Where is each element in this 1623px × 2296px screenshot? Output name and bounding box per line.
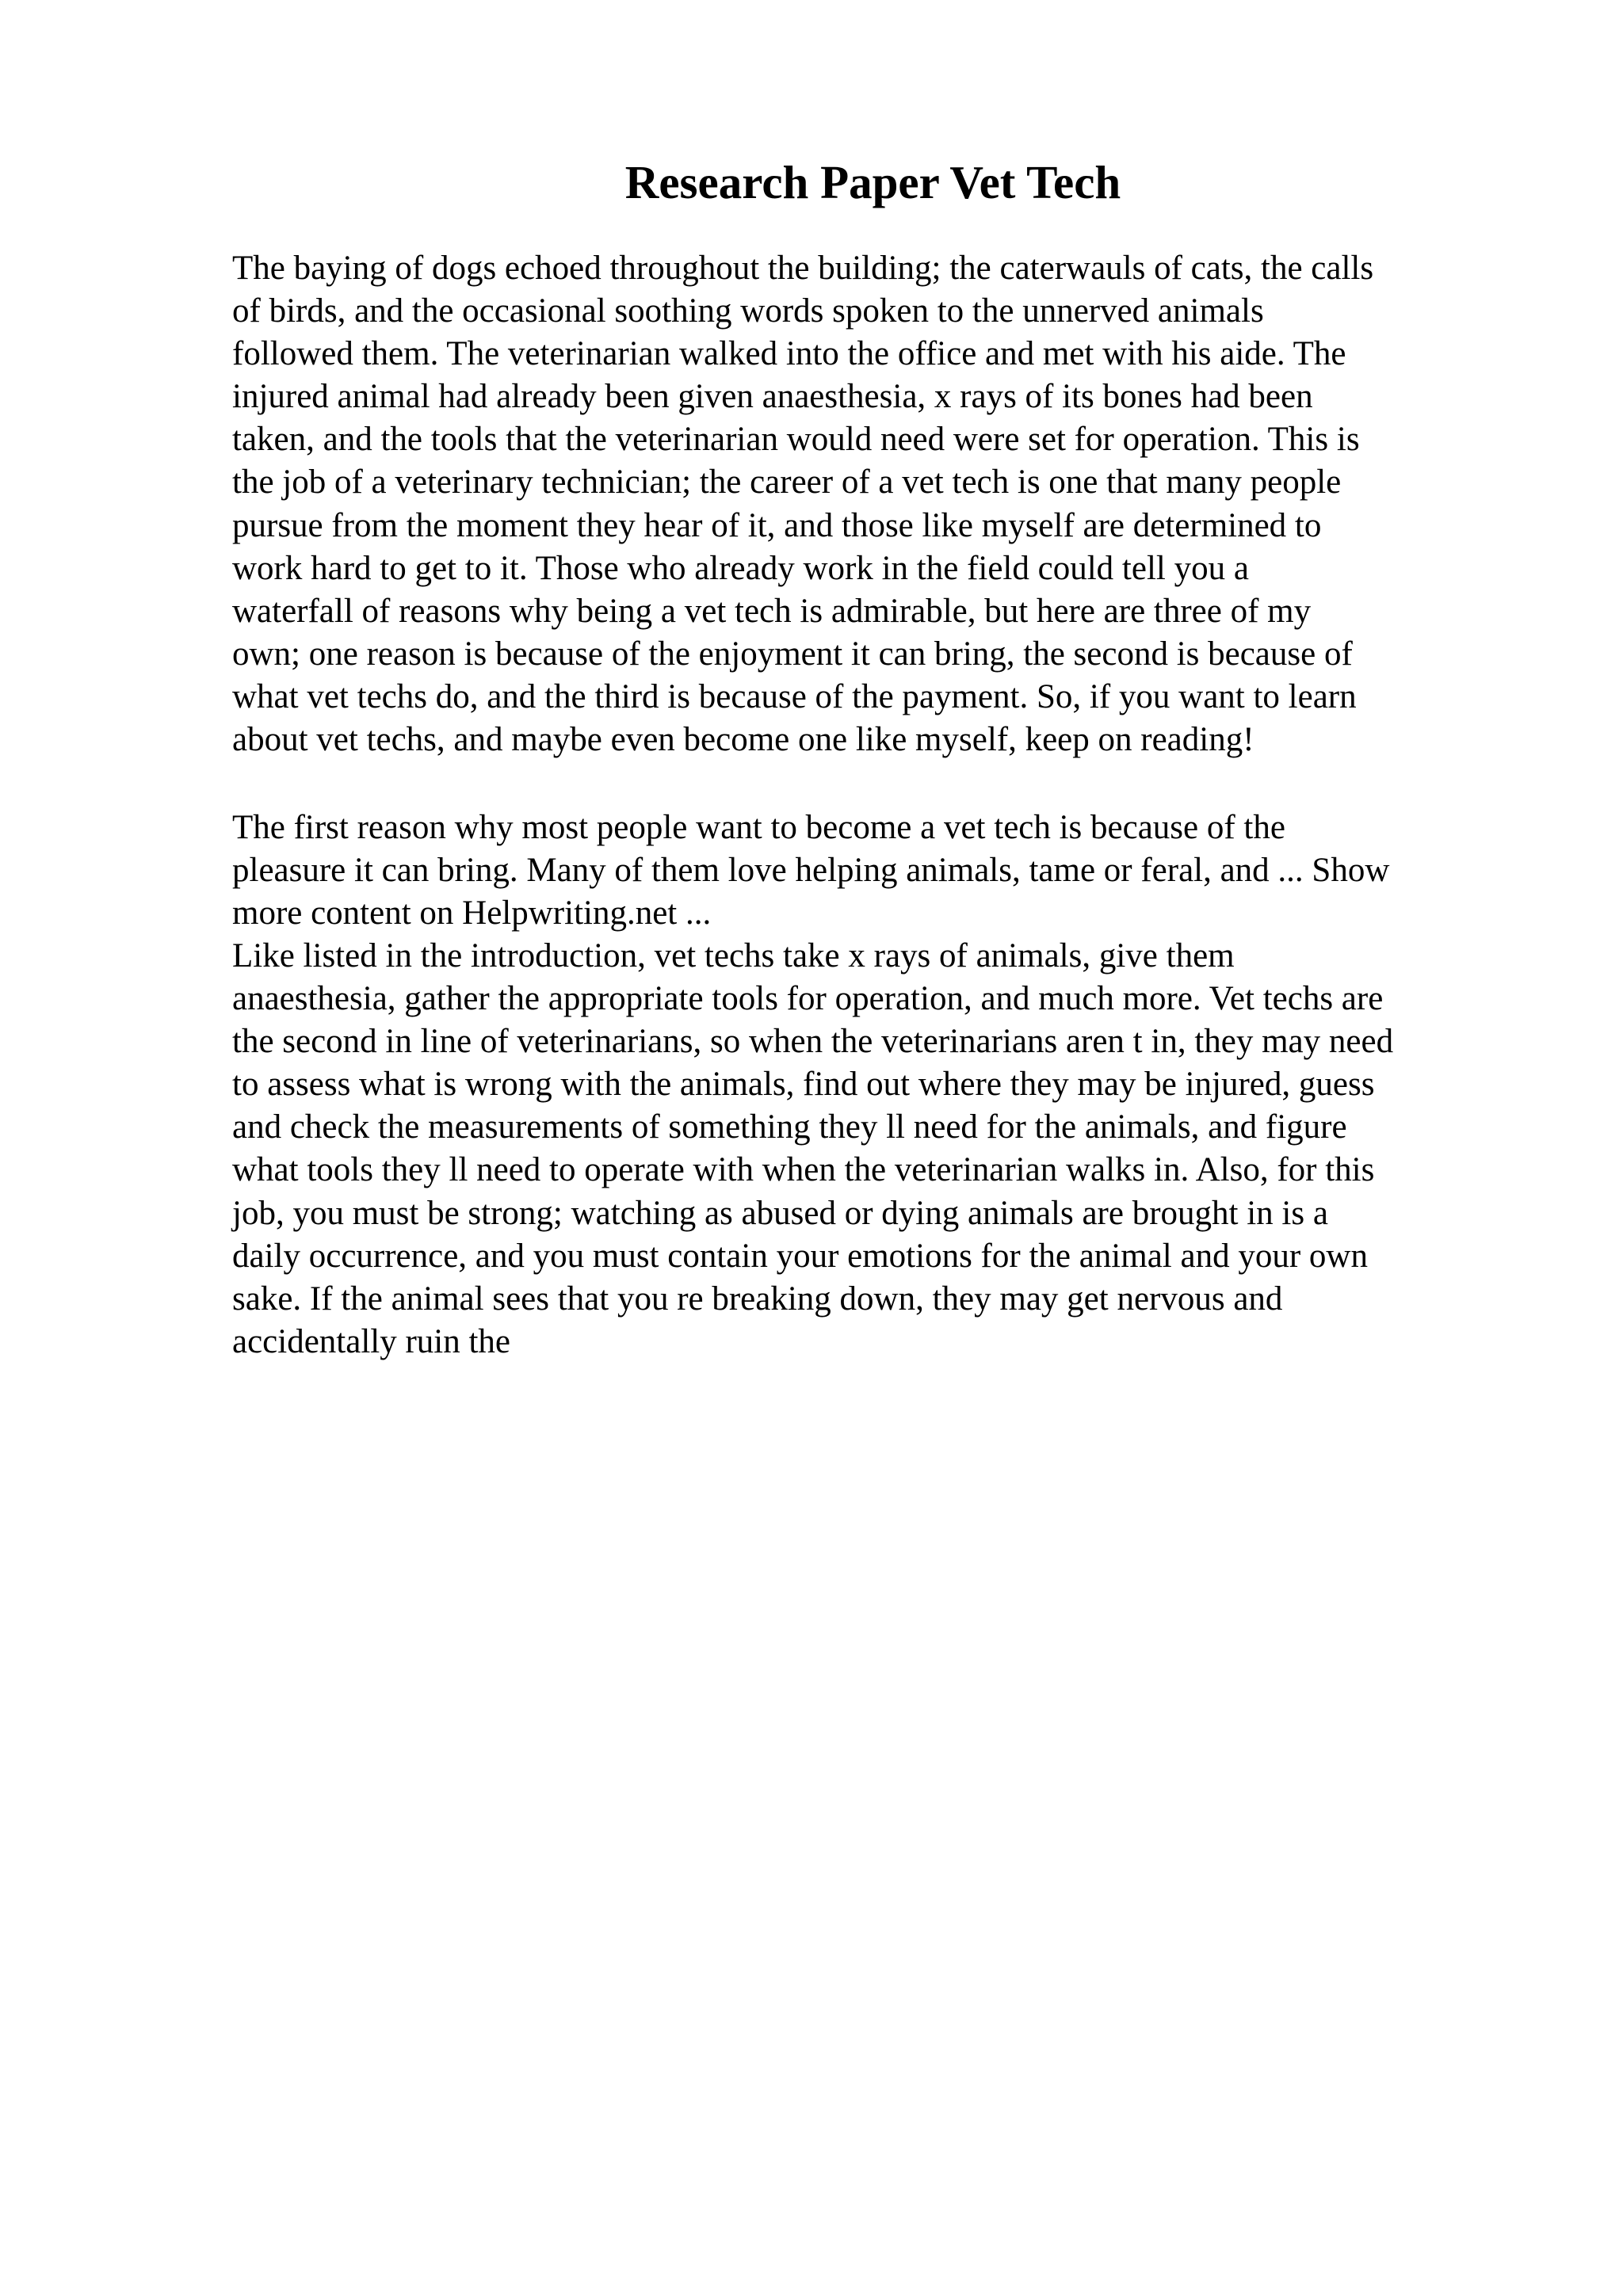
text-line: Like listed in the introduction, vet techs take x rays of animals, give them: [232, 937, 1235, 974]
text-line: the second in line of veterinarians, so when the veterinarians aren t in, they may need: [232, 1023, 1394, 1061]
text-line: The baying of dogs echoed throughout the building; the caterwauls of cats, the calls: [232, 250, 1374, 287]
text-line: taken, and the tools that the veterinarian would need were set for operation. This is: [232, 421, 1360, 459]
text-line: and check the measurements of something they ll need for the animals, and figure: [232, 1108, 1347, 1146]
text-line: injured animal had already been given anaesthesia, x rays of its bones had been: [232, 378, 1313, 416]
text-line: sake. If the animal sees that you re breaking down, they may get nervous and: [232, 1280, 1283, 1318]
text-line: The first reason why most people want to become a vet tech is because of the: [232, 809, 1285, 846]
text-line: daily occurrence, and you must contain your emotions for the animal and your own: [232, 1237, 1368, 1275]
text-line: accidentally ruin the: [232, 1322, 511, 1360]
text-line: what vet techs do, and the third is because of the payment. So, if you want to learn: [232, 677, 1357, 715]
text-line: of birds, and the occasional soothing words spoken to the unnerved animals: [232, 292, 1264, 330]
text-line: pleasure it can bring. Many of them love helping animals, tame or feral, and ... Show: [232, 852, 1390, 890]
text-line: pursue from the moment they hear of it, and those like myself are determined to: [232, 506, 1322, 544]
text-line: waterfall of reasons why being a vet tech is admirable, but here are three of my: [232, 592, 1312, 630]
text-line: own; one reason is because of the enjoyment it can bring, the second is because of: [232, 635, 1353, 673]
text-line: to assess what is wrong with the animals, find out where they may be injured, guess: [232, 1066, 1375, 1104]
text-line: job, you must be strong; watching as abused or dying animals are brought in is a: [232, 1194, 1328, 1232]
text-line: work hard to get to it. Those who already work in the field could tell you a: [232, 549, 1249, 587]
text-line: followed them. The veterinarian walked into the office and met with his aide. The: [232, 335, 1346, 373]
text-line: the job of a veterinary technician; the career of a vet tech is one that many people: [232, 463, 1342, 502]
paragraph-vet-tech-duties: [232, 935, 1516, 1363]
paragraph-introduction: [232, 247, 1516, 761]
text-line: anaesthesia, gather the appropriate tools for operation, and much more. Vet techs are: [232, 980, 1384, 1018]
document-title: Research Paper Vet Tech: [624, 156, 1121, 208]
paragraph-first-reason: [232, 807, 1516, 935]
text-line: about vet techs, and maybe even become one like myself, keep on reading!: [232, 721, 1254, 759]
text-line: more content on Helpwriting.net ...: [232, 894, 712, 933]
text-line: what tools they ll need to operate with when the veterinarian walks in. Also, for this: [232, 1151, 1375, 1189]
